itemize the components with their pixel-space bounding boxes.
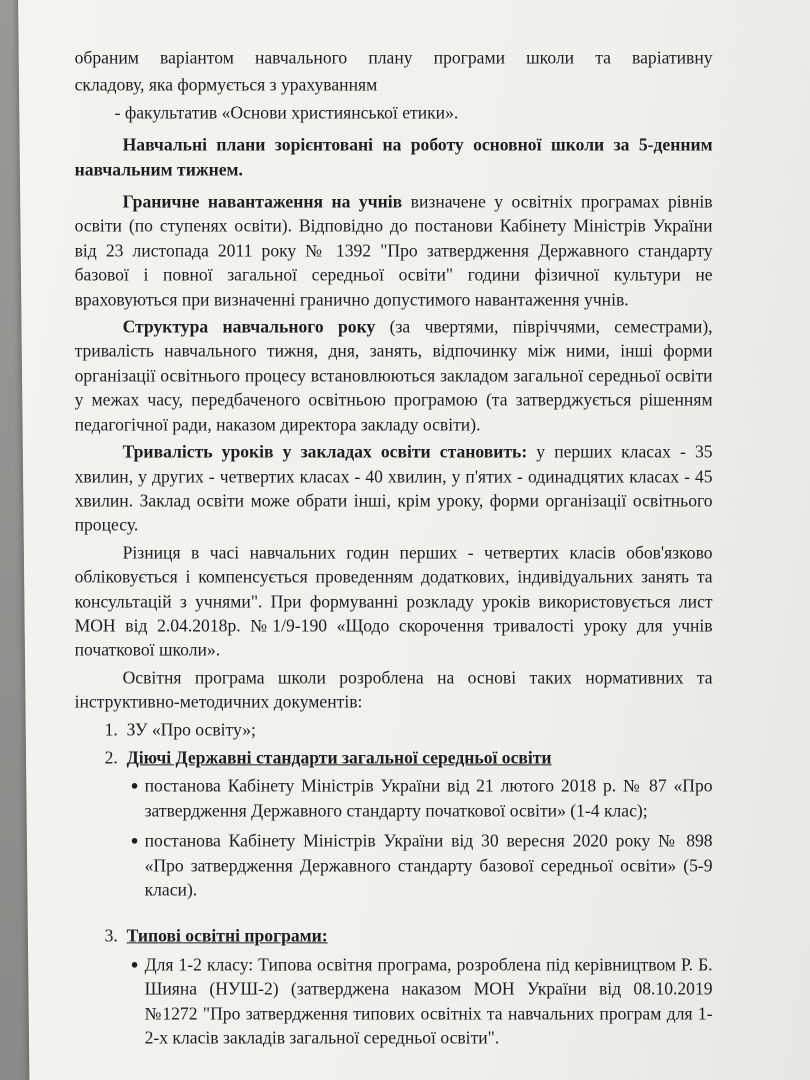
bullet-text: постанова Кабінету Міністрів України від 30 вересня 2020 року № 898 «Про затвердження Державного стандарту базової середньої освіти» (5-9 класи). xyxy=(144,830,713,900)
paragraph-plans: Навчальні плани зорієнтовані на роботу основної школи за 5-денним навчальним тижнем. xyxy=(74,134,713,180)
paragraph-program: Освітня програма школи розроблена на основі таких нормативних та інструктивно-методичних документів: xyxy=(74,667,713,712)
paragraph-load-text: визначене у освітніх програмах рівнів освіти (по ступенях освіти). Відповідно до постанови Кабінету Міністрів України від 23 листопада 2011 року № 1392 "Про затвердження Державного стандарту базової і повної загальної середньої освіти" години фізичної культури не враховуються при визначенні гранично допустимого навантаження учнів. xyxy=(74,191,713,310)
bullet-icon: ● xyxy=(130,832,139,848)
intro-line-1: обраним варіантом навчального плану програми школи та варіативну xyxy=(74,47,713,68)
paragraph-structure-bold: Структура навчального року xyxy=(122,316,376,337)
bullet-icon: ● xyxy=(130,777,139,793)
spacer xyxy=(75,908,713,922)
list-item-3 xyxy=(105,924,713,948)
list-item-1-number: 1. xyxy=(104,718,118,739)
list-item xyxy=(131,829,713,902)
paragraph-structure-text: (за чвертями, півріччями, семестрами), тривалість навчального тижня, дня, занять, відпочинку між ними, інші форми організації освітнього процесу встановлюються закладом загальної середньої освіти у межах часу, передбаченого освітньою програмою (та затверджується рішенням педагогічної ради, наказом директора закладу освіти). xyxy=(74,316,713,435)
list-item-1 xyxy=(105,717,713,741)
intro-line-2: складову, яка формується з урахуванням xyxy=(74,74,378,95)
bullet-icon: ● xyxy=(130,956,139,972)
paragraph-duration-bold: Тривалість уроків у закладах освіти становить: xyxy=(122,441,528,462)
paragraph-duration-text: у перших класах - 35 хвилин, у других - четвертих класах - 40 хвилин, у п'ятих - одинадцятих класах - 45 хвилин. Заклад освіти може обрати інші, крім уроку, форми організації освітнього процесу. xyxy=(74,441,713,535)
list-item-2 xyxy=(105,745,713,769)
paragraph-load-bold: Граничне навантаження на учнів xyxy=(122,191,403,212)
list-item-3-title: Типові освітні програми: xyxy=(126,925,328,946)
document-body xyxy=(75,45,713,1055)
standards-bullet-list xyxy=(131,774,713,902)
list-item-2-number: 2. xyxy=(104,747,118,768)
paragraph-duration xyxy=(75,440,713,538)
list-item-3-number: 3. xyxy=(104,925,118,946)
paragraph-structure xyxy=(75,314,713,436)
paper-sheet xyxy=(18,0,810,1080)
programs-bullet-list xyxy=(131,952,713,1050)
list-item xyxy=(131,774,713,823)
bullet-text: постанова Кабінету Міністрів України від 21 лютого 2018 р. № 87 «Про затвердження Державного стандарту початкової освіти» (1-4 клас); xyxy=(144,775,713,821)
list-item-2-title: Діючі Державні стандарти загальної середньої освіти xyxy=(126,747,552,768)
list-item-1-text: ЗУ «Про освіту»; xyxy=(126,718,256,739)
paragraph-difference: Різниця в часі навчальних годин перших - четвертих класів обов'язково обліковується і компенсується проведенням додаткових, індивідуальних занять та консультацій з учнями". При формуванні розкладу уроків використовується лист МОН від 2.04.2018р. №1/9-190 «Щодо скорочення тривалості уроку для учнів початкової школи». xyxy=(74,542,713,660)
intro-line-3: - факультатив «Основи християнської етики». xyxy=(114,102,459,123)
bullet-text: Для 1-2 класу: Типова освітня програма, розроблена під керівництвом Р. Б. Шияна (НУШ-2) (затверджена наказом МОН України від 08.10.2019 №1272 "Про затвердження типових освітніх та навчальних програм для 1-2-х класів закладів загальної середньої освіти". xyxy=(144,954,713,1048)
list-item xyxy=(131,952,713,1050)
paragraph-load xyxy=(75,189,713,311)
